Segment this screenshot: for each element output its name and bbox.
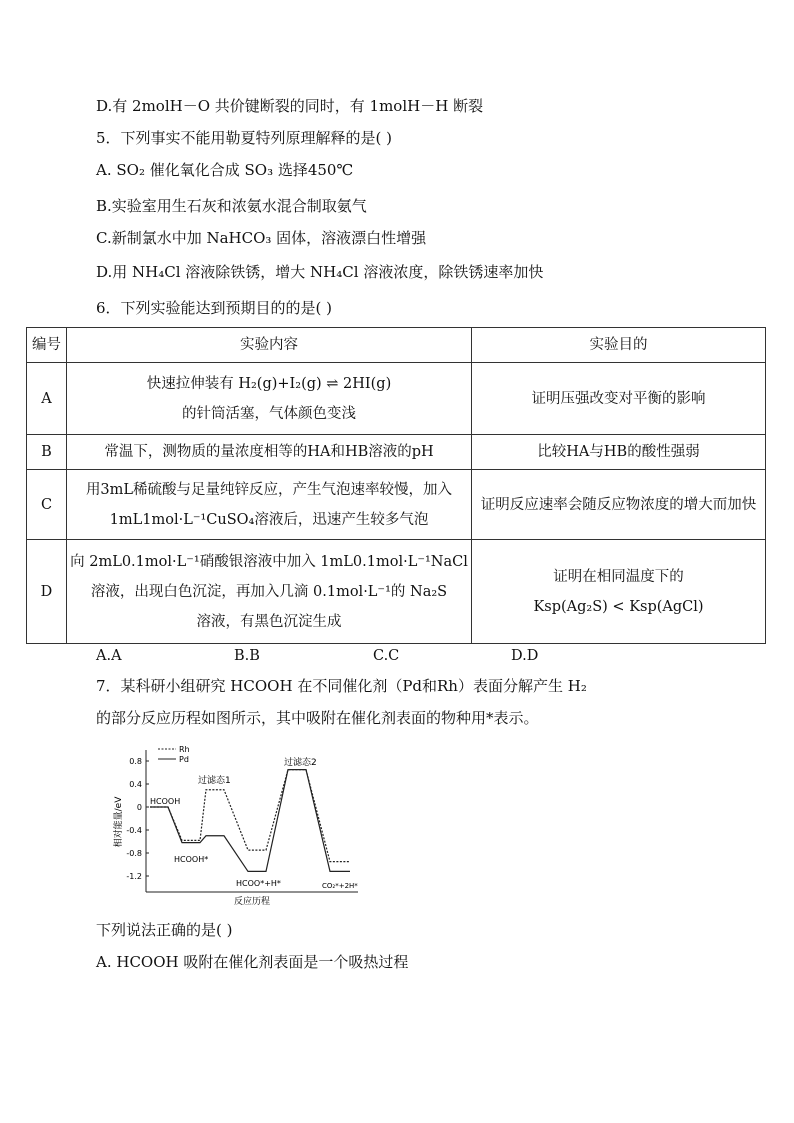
stage-label-hcooh-ads: HCOOH* (174, 855, 209, 864)
table-row (27, 435, 766, 470)
table-row (27, 363, 766, 435)
row-content (67, 363, 472, 435)
row-id: C (27, 470, 67, 540)
q7-option-a: A. HCOOH 吸附在催化剂表面是一个吸热过程 (96, 953, 409, 971)
row-content (67, 470, 472, 540)
y-tick-label: -0.4 (126, 826, 142, 835)
legend (158, 745, 190, 764)
stage-label-ts2: 过滤态2 (284, 758, 317, 768)
table-row (27, 540, 766, 644)
row-id: A (27, 363, 67, 435)
header-content: 实验内容 (67, 328, 472, 363)
energy-profile-chart (112, 740, 364, 908)
q6-option-b: B.B (234, 648, 260, 664)
row-purpose-line: 证明在相同温度下的 (553, 568, 684, 585)
legend-label-pd: Pd (179, 755, 189, 764)
legend-label-rh: Rh (179, 745, 190, 754)
y-tick-label: 0.8 (129, 757, 142, 766)
q6-stem: 6．下列实验能达到预期目的的是( ) (96, 299, 333, 317)
row-purpose (472, 470, 766, 540)
stage-label-hcoo-h: HCOO*+H* (236, 879, 281, 888)
x-axis-label: 反应历程 (233, 897, 271, 907)
q5-option-a: A. SO₂ 催化氧化合成 SO₃ 选择450℃ (96, 161, 354, 179)
stage-labels (150, 756, 358, 890)
y-tick-label: -1.2 (126, 872, 142, 881)
row-content-line: 的针筒活塞，气体颜色变浅 (182, 405, 356, 422)
q5-stem: 5．下列事实不能用勒夏特列原理解释的是( ) (96, 129, 393, 147)
stage-label-co2-2h: CO₂*+2H* (322, 882, 358, 890)
row-purpose (472, 363, 766, 435)
table-row (27, 470, 766, 540)
header-purpose: 实验目的 (472, 328, 766, 363)
stage-label-hcooh: HCOOH (150, 797, 181, 806)
q7-stem-line2: 的部分反应历程如图所示，其中吸附在催化剂表面的物种用*表示。 (96, 709, 539, 727)
stage-label-ts1: 过滤态1 (198, 776, 231, 786)
y-tick-label: 0.4 (129, 780, 142, 789)
row-purpose-line: 证明反应速率会随反应物浓度的增大而加快 (480, 496, 757, 513)
q5-option-d: D.用 NH₄Cl 溶液除铁锈，增大 NH₄Cl 溶液浓度，除铁锈速率加快 (96, 263, 544, 281)
table-header-row (27, 328, 766, 363)
q5-option-c: C.新制氯水中加 NaHCO₃ 固体，溶液漂白性增强 (96, 229, 427, 247)
q6-option-d: D.D (511, 648, 539, 664)
q5-option-b: B.实验室用生石灰和浓氨水混合制取氨气 (96, 197, 367, 215)
y-tick-label: -0.8 (126, 849, 142, 858)
row-purpose-line: 证明压强改变对平衡的影响 (531, 390, 706, 407)
q7-stem-line1: 7．某科研小组研究 HCOOH 在不同催化剂（Pd和Rh）表面分解产生 H₂ (96, 677, 587, 695)
q7-question: 下列说法正确的是( ) (96, 921, 233, 939)
row-purpose (472, 435, 766, 470)
header-id: 编号 (27, 328, 67, 363)
row-content-line: 常温下，测物质的量浓度相等的HA和HB溶液的pH (104, 444, 434, 460)
row-purpose-line: 比较HA与HB的酸性强弱 (537, 444, 700, 460)
y-axis-label: 相对能量/eV (114, 796, 124, 848)
row-content-line: 向 2mL0.1mol·L⁻¹硝酸银溶液中加入 1mL0.1mol·L⁻¹NaCl (70, 553, 468, 570)
row-content-line: 溶液，出现白色沉淀，再加入几滴 0.1mol·L⁻¹的 Na₂S (90, 583, 448, 600)
row-id: B (27, 435, 67, 470)
row-content (67, 540, 472, 644)
row-content-line: 用3mL稀硫酸与足量纯锌反应，产生气泡速率较慢，加入 (85, 481, 453, 498)
q6-option-a: A.A (96, 648, 122, 664)
y-tick-label: 0 (136, 803, 142, 812)
row-id: D (27, 540, 67, 644)
row-content-line: 1mL1mol·L⁻¹CuSO₄溶液后，迅速产生较多气泡 (109, 511, 429, 528)
row-purpose (472, 540, 766, 644)
row-content (67, 435, 472, 470)
experiment-table (26, 327, 766, 644)
series-line-rh (150, 770, 350, 862)
row-content-line: 快速拉伸装有 H₂(g)+I₂(g) ⇌ 2HI(g) (146, 375, 392, 392)
row-content-line: 溶液，有黑色沉淀生成 (196, 613, 342, 630)
row-purpose-line: Ksp(Ag₂S) < Ksp(AgCl) (533, 598, 704, 615)
q6-option-c: C.C (373, 648, 400, 664)
q4-option-d: D.有 2molH－O 共价键断裂的同时，有 1molH－H 断裂 (96, 97, 484, 115)
